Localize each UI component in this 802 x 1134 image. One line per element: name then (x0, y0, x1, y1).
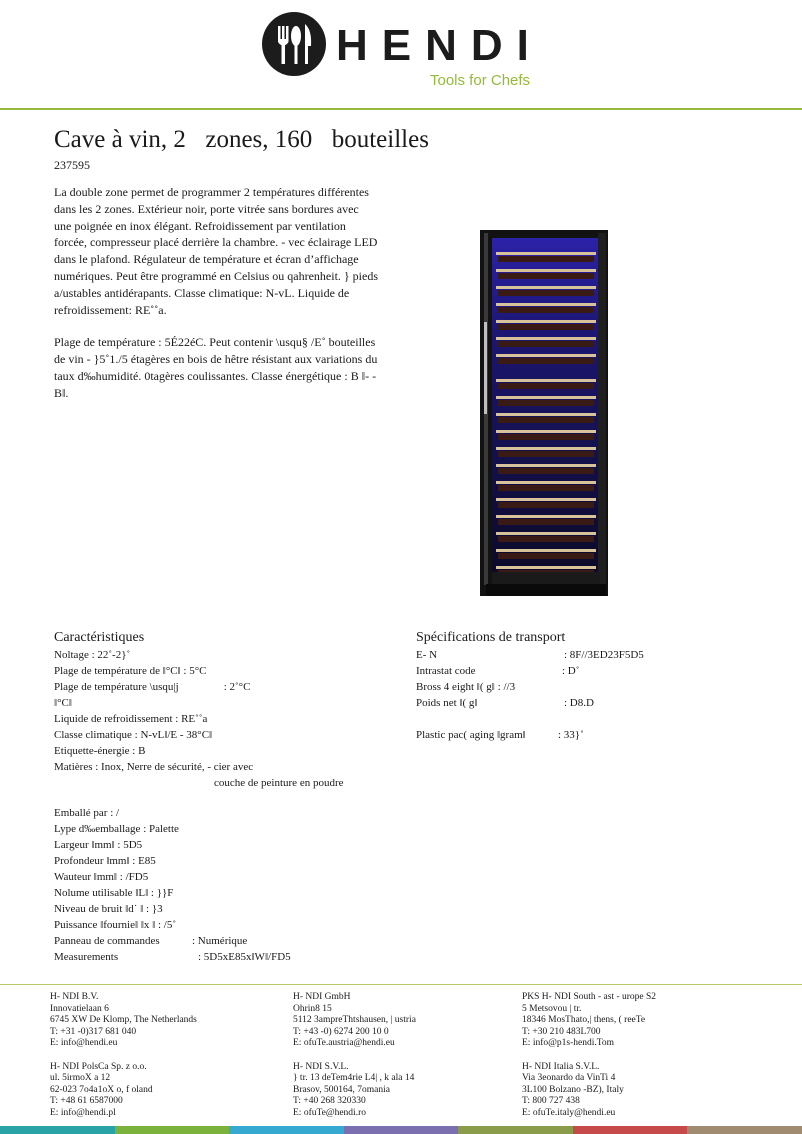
transport-intrastat (416, 663, 644, 679)
footer-divider (0, 984, 802, 985)
wine-cooler-image (480, 230, 608, 596)
color-stripe (0, 1126, 802, 1134)
transport-list (416, 647, 644, 743)
pack-measurements-label: Measurements (54, 951, 119, 963)
transport-intrastat-value: : D˚ (562, 665, 580, 677)
stripe-segment (115, 1126, 230, 1134)
description-paragraph-1: La double zone permet de programmer 2 températures différentes dans les 2 zones. Extérieur noir, porte vitrée sans bordures avec une poignée en inox élégant. Refroidissement par ventilation forcée, compresseur placé derrière la chambre. - vec éclairage LED dans le plafond. Régulateur de température et écran d’affichage numériques. Peut être programmé en Celsius ou qahrenheit. } pieds a/ustables antidérapants. Classe climatique: N-vL. Liquide de refroidissement: RE˚˚a. (54, 185, 379, 317)
characteristics-title: Caractéristiques (54, 630, 145, 645)
spec-temp-to-value: : 2˚°C (223, 681, 251, 693)
pack-power: Puissance ‖fournie‖ ‖x ‖ : /5˚ (54, 919, 177, 931)
pack-control-panel (54, 933, 291, 949)
shelf (496, 252, 596, 255)
bottle-row (498, 553, 594, 559)
office-name: H- NDI B.V. (50, 992, 99, 1002)
pack-depth: Profondeur ‖mm‖ : E85 (54, 855, 156, 867)
transport-net-weight-label: Poids net ‖( g‖ (416, 697, 478, 709)
office-phone: T: +40 268 320330 (293, 1096, 366, 1106)
pack-type: Lype d‰emballage : Palette (54, 823, 179, 835)
header-divider (0, 108, 802, 110)
shelf (496, 430, 596, 433)
transport-ean (416, 647, 644, 663)
transport-ean-label: E- N (416, 649, 438, 661)
bottle-row (498, 519, 594, 525)
shelf (496, 498, 596, 501)
packaging-list (54, 805, 291, 965)
office-email: E: info@p1s-hendi.Tom (522, 1038, 614, 1048)
stripe-segment (229, 1126, 344, 1134)
characteristics-list (54, 647, 344, 791)
shelf (496, 515, 596, 518)
spec-refrigerant: Liquide de refroidissement : RE˚˚a (54, 713, 208, 725)
shelf (496, 337, 596, 340)
bottle-row (498, 341, 594, 347)
office-name: H- NDI PolsCa Sp. z o.o. (50, 1061, 147, 1072)
shelf (496, 566, 596, 569)
office-street: ul. 5irmoX a 12 (50, 1073, 111, 1083)
pack-measurements (54, 949, 291, 965)
shelf (496, 320, 596, 323)
office-city: 5112 3ampreThtshausen, | ustria (293, 1015, 416, 1025)
office-name: H- NDI Italia S.V.L. (522, 1061, 600, 1072)
office-name: H- NDI GmbH (293, 992, 351, 1002)
stripe-segment (344, 1126, 459, 1134)
bottle-row (498, 307, 594, 313)
shelf (496, 303, 596, 306)
office-street: Innovatielaan 6 (50, 1003, 109, 1014)
office-street: 5 Metsovou | tr. (522, 1003, 582, 1014)
description-paragraph-2: Plage de température : 5É22éC. Peut contenir \usqu§ /E˚ bouteilles de vin - }5˚1./5 étagères en bois de hêtre résistant aux variations du taux d‰humidité. 0tagères coulissantes. Classe énergétique : B ‖- -B‖. (54, 335, 378, 400)
spec-materials-cont: couche de peinture en poudre (214, 777, 344, 789)
header (0, 0, 802, 110)
pack-control-panel-value: : Numérique (192, 935, 248, 947)
pack-packed-by: Emballé par : / (54, 807, 120, 819)
transport-plastic (416, 727, 644, 743)
product-sku: 237595 (54, 158, 90, 172)
office-city: 6745 XW De Klomp, The Netherlands (50, 1015, 197, 1025)
stripe-segment (458, 1126, 573, 1134)
footer-column-3 (522, 992, 656, 1131)
shelf (496, 413, 596, 416)
office-greece (522, 992, 656, 1050)
pack-measurements-value: : 5D5xE85x‖W‖/FD5 (198, 951, 291, 963)
office-phone: T: +31 -0)317 681 040 (50, 1026, 137, 1037)
footer-column-2 (293, 992, 416, 1131)
footer-column-1 (50, 992, 197, 1131)
stripe-segment (687, 1126, 802, 1134)
office-email: E: ofuTe.italy@hendi.eu (522, 1107, 616, 1118)
pack-control-panel-label: Panneau de commandes (54, 935, 160, 947)
bottle-row (498, 434, 594, 440)
office-name: PKS H- NDI South - ast - urope S2 (522, 992, 657, 1002)
pack-noise: Niveau de bruit ‖d˙ ‖ : }3 (54, 903, 163, 915)
bottle-row (498, 468, 594, 474)
shelf (496, 464, 596, 467)
office-street: } tr. 13 deTem4rie L4| , k ala 14 (293, 1073, 415, 1083)
pack-width: Largeur ‖mm‖ : 5D5 (54, 839, 143, 851)
bottle-row (498, 358, 594, 364)
office-italy (522, 1062, 656, 1120)
stripe-segment (573, 1126, 688, 1134)
transport-intrastat-label: Intrastat code (416, 665, 476, 677)
bottle-row (498, 417, 594, 423)
pack-volume: Nolume utilisable ‖L‖ : }}F (54, 887, 174, 899)
bottle-row (498, 256, 594, 262)
shelf (496, 269, 596, 272)
office-street: Ohrin8 15 (293, 1003, 332, 1014)
office-city: 62-023 7o4a1oX o, f oland (50, 1084, 153, 1095)
transport-ean-value: : 8F//3ED23F5D5 (564, 649, 644, 661)
brand-tagline: Tools for Chefs (430, 72, 531, 89)
pack-height: Wauteur ‖mm‖ : /FD5 (54, 871, 149, 883)
office-email: E: ofuTe@hendi.ro (293, 1107, 366, 1118)
bottle-row (498, 273, 594, 279)
office-email: E: ofuTe.austria@hendi.eu (293, 1038, 395, 1048)
transport-net-weight (416, 695, 644, 711)
office-email: E: info@hendi.pl (50, 1107, 116, 1118)
shelf (496, 286, 596, 289)
spec-voltage: Noltage : 22˚-2}˚ (54, 649, 131, 661)
spec-climate-class: Classe climatique : N-vL‖/E - 38°C‖ (54, 729, 213, 741)
product-description (54, 184, 379, 418)
office-name: H- NDI S.V.L. (293, 1061, 349, 1072)
spec-materials: Matières : Inox, Nerre de sécurité, - cier avec (54, 761, 254, 773)
bottle-row (498, 290, 594, 296)
office-email: E: info@hendi.eu (50, 1038, 118, 1048)
bottle-row (498, 324, 594, 330)
office-austria (293, 992, 416, 1050)
transport-gross-weight: Bross 4 eight ‖( g‖ : //3 (416, 681, 516, 693)
transport-title: Spécifications de transport (416, 630, 566, 645)
stripe-segment (0, 1126, 115, 1134)
spec-energy-label: Etiquette-énergie : B (54, 745, 146, 757)
office-city: Brasov, 500164, 7omania (293, 1084, 391, 1095)
office-phone: T: +48 61 6587000 (50, 1096, 123, 1106)
bottle-row (498, 485, 594, 491)
office-romania (293, 1062, 416, 1120)
transport-plastic-value: : 33}˚ (558, 729, 584, 741)
office-phone: T: 800 727 438 (522, 1096, 580, 1106)
spec-temp-unit: ‖°C‖ (54, 697, 72, 709)
transport-net-weight-value: : D8.D (564, 697, 594, 709)
office-netherlands (50, 992, 197, 1050)
shelf (496, 481, 596, 484)
office-city: 18346 MosThato,| thens, ( reeTe (522, 1015, 646, 1025)
cutlery-logo-icon (262, 12, 326, 76)
bottle-row (498, 400, 594, 406)
office-street: Via 3eonardo da VinTi 4 (522, 1073, 616, 1083)
product-title: Cave à vin, 2 zones, 160 bouteilles (54, 126, 429, 153)
shelf (496, 396, 596, 399)
shelf (496, 532, 596, 535)
office-phone: T: +43 -0) 6274 200 10 0 (293, 1026, 389, 1037)
bottle-row (498, 451, 594, 457)
office-phone: T: +30 210 483L700 (522, 1026, 601, 1037)
bottle-row (498, 502, 594, 508)
spec-temp-to-label: Plage de température \usqu|j (54, 681, 179, 693)
brand-name: HENDI (336, 21, 543, 70)
shelf (496, 354, 596, 357)
spec-temp-from: Plage de température de ‖°C‖ : 5°C (54, 665, 207, 677)
shelf (496, 549, 596, 552)
transport-plastic-label: Plastic pac( aging ‖gram‖ (416, 729, 526, 741)
office-poland (50, 1062, 197, 1120)
hendi-logo (262, 12, 552, 102)
shelf (496, 379, 596, 382)
bottle-row (498, 536, 594, 542)
bottle-row (498, 383, 594, 389)
spec-temp-to (54, 679, 344, 695)
shelf (496, 447, 596, 450)
office-city: 3L100 Bolzano -BZ), Italy (522, 1084, 624, 1095)
